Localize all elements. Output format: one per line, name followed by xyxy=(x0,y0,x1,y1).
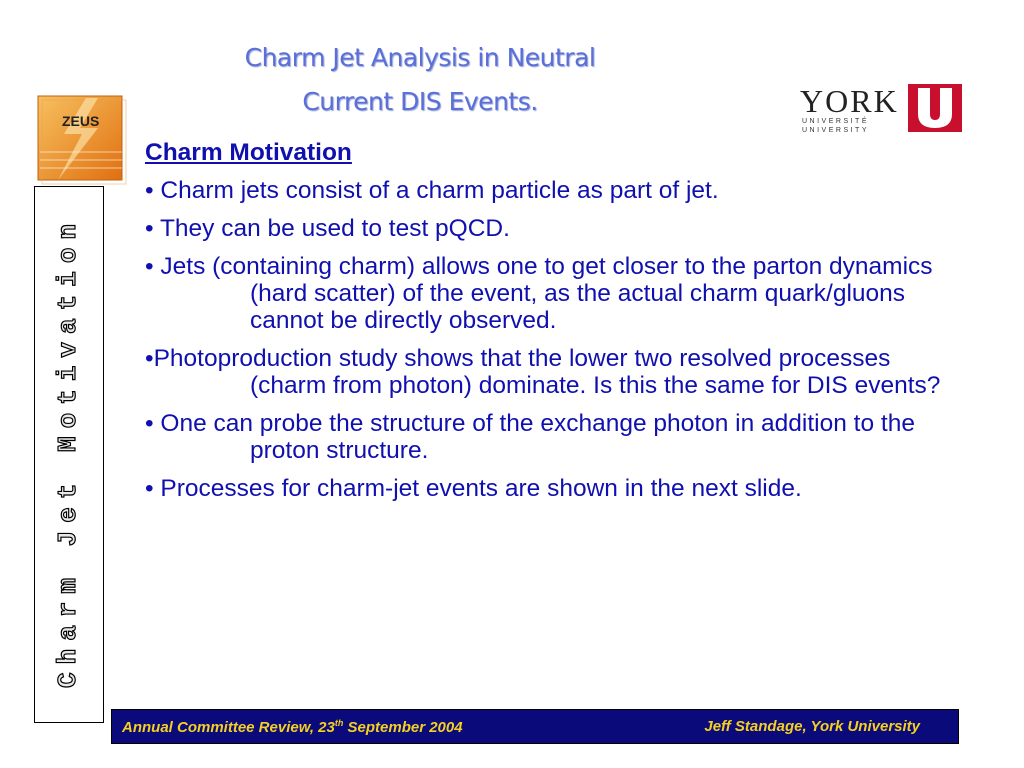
footer-date-suffix: th xyxy=(334,718,344,728)
footer-date-month: September 2004 xyxy=(343,719,463,736)
bullet-item: • Jets (containing charm) allows one to get closer to the parton dynamics (hard scatter) of the event, as the actual charm quark/gluons cannot be directly observed. xyxy=(145,253,933,334)
bullet-item: • Charm jets consist of a charm particle as part of jet. xyxy=(145,177,719,204)
york-u-icon xyxy=(908,84,962,132)
footer-left xyxy=(122,718,463,736)
vertical-title-text: Charm Jet Motivation xyxy=(53,215,83,689)
york-logo-sub1: UNIVERSITÉ xyxy=(802,118,870,125)
zeus-logo xyxy=(36,94,128,186)
slide-title-line2: Current DIS Events. xyxy=(302,87,538,116)
bullet-item: • One can probe the structure of the exchange photon in addition to the proton structure. xyxy=(145,410,915,464)
footer-bar xyxy=(111,709,959,744)
bullet-item: •Photoproduction study shows that the lower two resolved processes (charm from photon) dominate. Is this the same for DIS events? xyxy=(145,345,941,399)
vertical-title xyxy=(53,197,83,707)
bullet-item: • Processes for charm-jet events are shown in the next slide. xyxy=(145,475,802,502)
content-heading: Charm Motivation xyxy=(145,139,352,166)
york-logo-sub2: UNIVERSITY xyxy=(802,127,870,134)
vertical-title-box xyxy=(34,186,104,723)
footer-author: Jeff Standage, York University xyxy=(704,718,920,735)
footer-date-prefix: Annual Committee Review, 23 xyxy=(122,719,335,736)
slide-title xyxy=(150,36,690,124)
slide-content xyxy=(145,138,965,513)
zeus-logo-label: ZEUS xyxy=(62,113,100,129)
york-logo-word: YORK xyxy=(800,83,899,119)
slide-title-line1: Charm Jet Analysis in Neutral xyxy=(244,43,596,72)
york-university-logo xyxy=(800,84,962,136)
bullet-item: • They can be used to test pQCD. xyxy=(145,215,510,242)
